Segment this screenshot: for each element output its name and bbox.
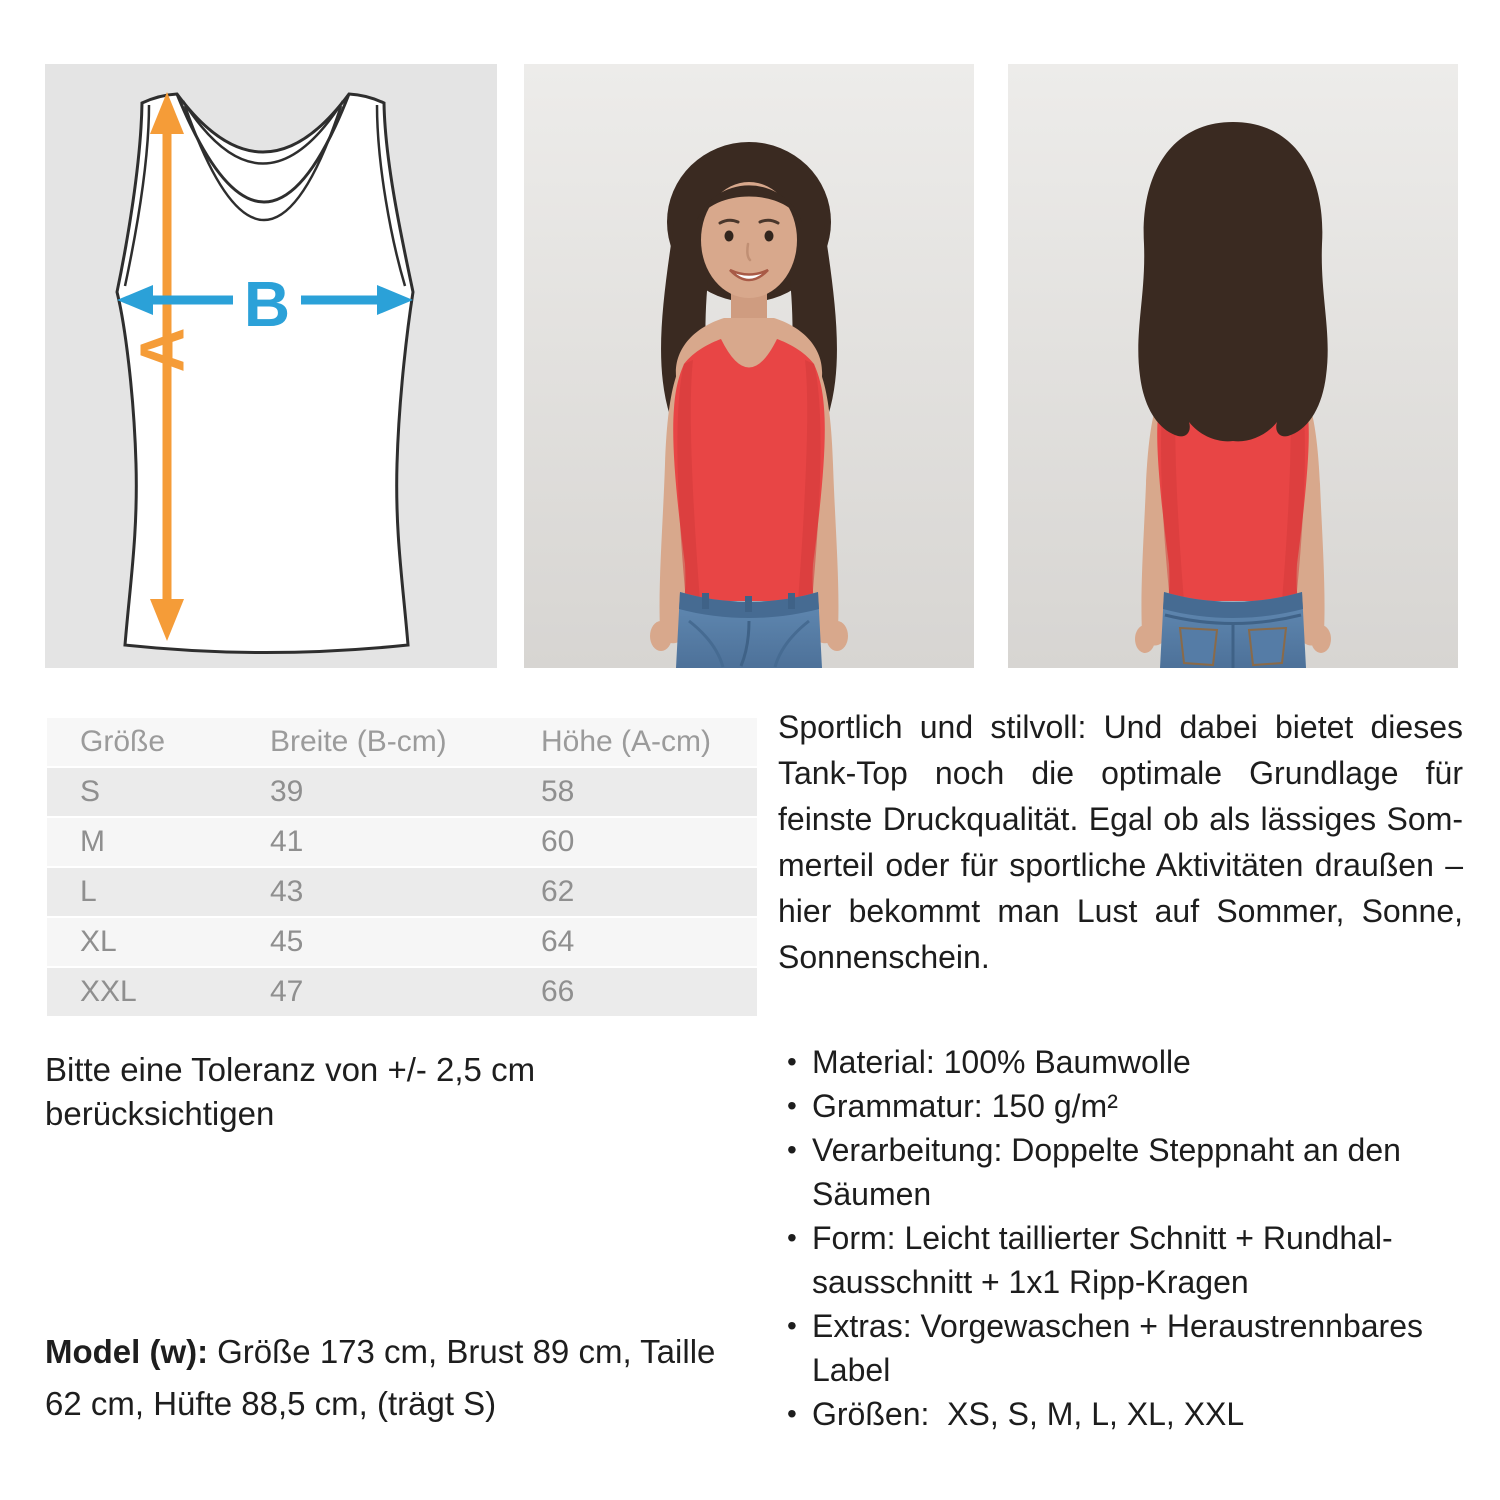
table-row: XL 45 64	[47, 918, 757, 968]
table-row: XXL 47 66	[47, 968, 757, 1018]
front-photo	[524, 64, 974, 668]
model-info-label: Model (w):	[45, 1333, 209, 1370]
feature-item: • Extras: Vorgewaschen + Heraustrennbares Label	[778, 1304, 1463, 1392]
feature-item: • Grammatur: 150 g/m²	[778, 1084, 1463, 1128]
product-description: Sportlich und stilvoll: Und dabei bietet dieses Tank-Top noch die optimale Grundlage für feinste Druckqualität. Egal ob als lässiges Sommerteil oder für sportliche Aktivitäten draußen – hier bekommt man Lust auf Sommer, Sonne, Sonnenschein.	[778, 709, 1463, 975]
col-header-size: Größe	[47, 718, 270, 768]
table-row: L 43 62	[47, 868, 757, 918]
feature-item: • Größen: XS, S, M, L, XL, XXL	[778, 1392, 1463, 1436]
col-header-height: Höhe (A-cm)	[541, 718, 757, 768]
table-row: M 41 60	[47, 818, 757, 868]
back-photo	[1008, 64, 1458, 668]
model-info-details: Größe 173 cm, Brust 89 cm, Taille 62 cm, Hüfte 88,5 cm, (trägt S)	[45, 1333, 716, 1422]
col-header-width: Breite (B-cm)	[270, 718, 541, 768]
jeans-front	[676, 592, 822, 668]
feature-item: • Material: 100% Baumwolle	[778, 1040, 1463, 1084]
size-diagram-panel	[45, 64, 497, 668]
back-photo-illustration	[1008, 64, 1458, 668]
measure-label-a: A	[128, 327, 198, 373]
jeans-back	[1160, 592, 1306, 668]
feature-item: • Verarbeitung: Doppelte Steppnaht an den Säumen	[778, 1128, 1463, 1216]
tank-top-schematic	[45, 64, 497, 668]
front-photo-illustration	[524, 64, 974, 668]
feature-list	[778, 1040, 1463, 1436]
model-info	[45, 1326, 745, 1430]
table-row: S 39 58	[47, 768, 757, 818]
red-tank-top-front	[673, 339, 825, 601]
measure-label-b: B	[243, 268, 291, 340]
size-table	[47, 718, 757, 1018]
feature-item: • Form: Leicht taillierter Schnitt + Rundhalsausschnitt + 1x1 Ripp-Kragen	[778, 1216, 1463, 1304]
model-hair-back	[1138, 122, 1327, 441]
tolerance-note: Bitte eine Toleranz von +/- 2,5 cm berücksichtigen	[45, 1051, 536, 1132]
size-table-header-row	[47, 718, 757, 768]
